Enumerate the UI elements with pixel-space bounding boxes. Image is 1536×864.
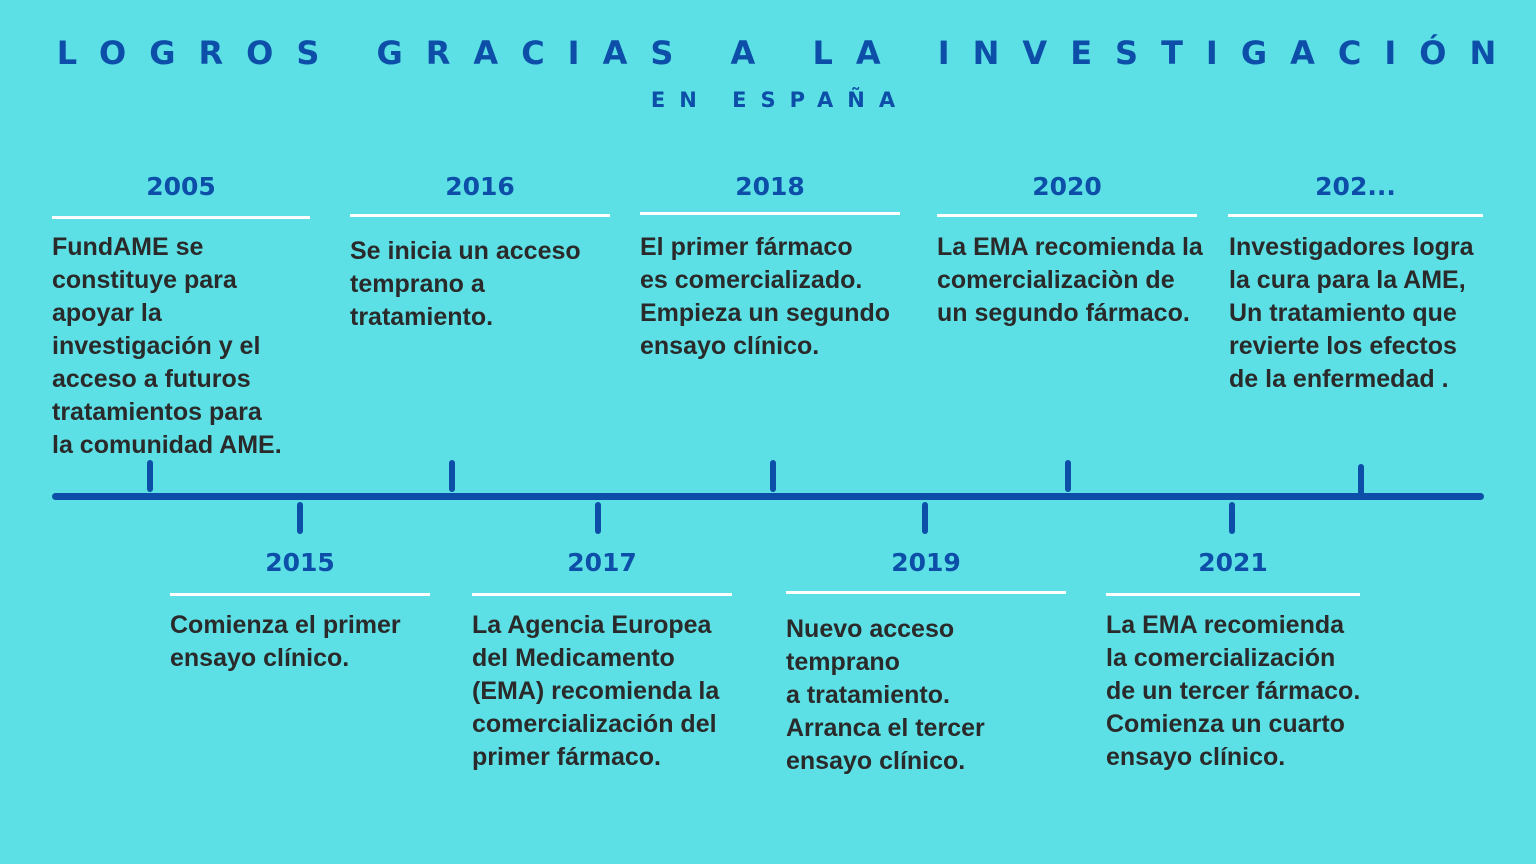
tick-2016 (449, 460, 455, 492)
page-title: LOGROS GRACIAS A LA INVESTIGACIÓN (56, 34, 1520, 72)
year-2017: 2017 (567, 548, 637, 577)
tick-2018 (770, 460, 776, 492)
year-2015: 2015 (265, 548, 335, 577)
rule-2018 (640, 212, 900, 215)
event-2019-text: Nuevo acceso temprano a tratamiento. Arranca el tercer ensayo clínico. (786, 615, 985, 775)
tick-2021 (1229, 502, 1235, 534)
event-2005-text: FundAME se constituye para apoyar la investigación y el acceso a futuros tratamientos para la comunidad AME. (52, 233, 282, 459)
rule-2005 (52, 216, 310, 219)
year-202x: 202... (1315, 172, 1396, 201)
event-2021-text: La EMA recomienda la comercialización de un tercer fármaco. Comienza un cuarto ensayo clínico. (1106, 611, 1361, 771)
year-2016: 2016 (445, 172, 515, 201)
rule-2017 (472, 593, 732, 596)
event-2020-text: La EMA recomienda la comercializaciòn de un segundo fármaco. (937, 233, 1203, 327)
rule-2019 (786, 591, 1066, 594)
rule-2021 (1106, 593, 1360, 596)
year-2019: 2019 (891, 548, 961, 577)
tick-2005 (147, 460, 153, 492)
year-2005: 2005 (146, 172, 216, 201)
rule-202x (1228, 214, 1483, 217)
year-2018: 2018 (735, 172, 805, 201)
page-subtitle: EN ESPAÑA (650, 88, 910, 112)
tick-2020 (1065, 460, 1071, 492)
rule-2015 (170, 593, 430, 596)
tick-2017 (595, 502, 601, 534)
event-2015-text: Comienza el primer ensayo clínico. (170, 611, 401, 672)
event-2016-text: Se inicia un acceso temprano a tratamiento. (350, 237, 581, 331)
event-2017-text: La Agencia Europea del Medicamento (EMA) recomienda la comercialización del primer fármaco. (472, 611, 720, 771)
event-2018-text: El primer fármaco es comercializado. Empieza un segundo ensayo clínico. (640, 233, 891, 360)
tick-2019 (922, 502, 928, 534)
tick-2015 (297, 502, 303, 534)
event-202x-text: Investigadores logra la cura para la AME, Un tratamiento que revierte los efectos de la enfermedad . (1229, 233, 1474, 393)
timeline-axis (52, 493, 1484, 500)
rule-2016 (350, 214, 610, 217)
year-2020: 2020 (1032, 172, 1102, 201)
tick-202x (1358, 464, 1364, 496)
year-2021: 2021 (1198, 548, 1268, 577)
rule-2020 (937, 214, 1197, 217)
